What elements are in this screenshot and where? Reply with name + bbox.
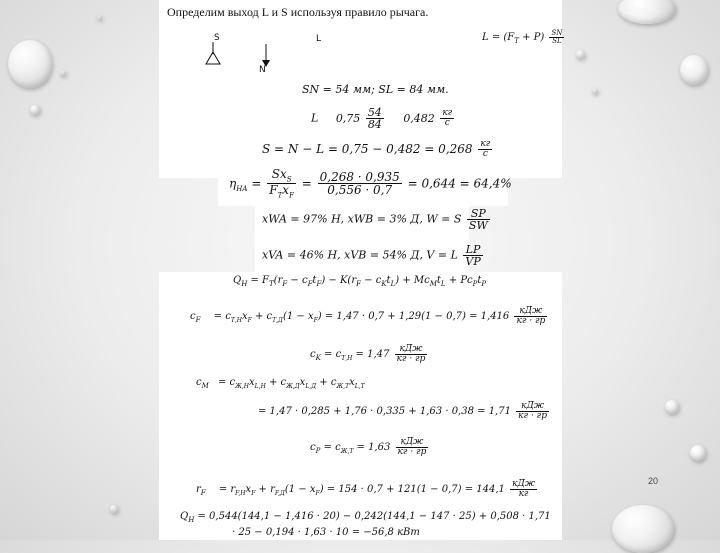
s-equation: S = N − L = 0,75 − 0,482 = 0,268 $\frac{кг}{с}$ — [262, 139, 491, 159]
label-l: L — [316, 34, 322, 44]
xva-equation: xVA = 46% Н, xVB = 54% Д, V = L $\frac{LP}{VP}$ — [262, 243, 481, 268]
water-drop-decoration — [576, 50, 585, 59]
qh-final-equation-line2: · 25 − 0,194 · 1,63 · 10 = −56,8 кВт — [232, 527, 420, 538]
qh-final-equation: $Q_Н = 0,544(144,1 - 1,416 \cdot 20) - 0,242(144,1 - 147 \cdot 25) + 0,508 \cdot 1,71$ — [180, 511, 551, 524]
lever-formula: $L = (F_T + P)$ $\frac{SN}{SL}$ — [482, 29, 563, 45]
label-s: S — [214, 33, 220, 43]
water-drop-decoration — [60, 70, 66, 76]
water-drop-decoration — [97, 15, 102, 20]
label-n: N — [259, 65, 266, 75]
water-drop-decoration — [592, 88, 598, 94]
sn-sl-equation: SN = 54 мм; SL = 84 мм. — [302, 83, 449, 96]
cp-equation: $c_P = c_{Ж,Т} = 1,63$ $\frac{\text{кДж}}{кг \cdot гр}$ — [310, 437, 427, 457]
rf-equation: $r_F = r_{F,Н}x_F + r_{F,Д}(1 - x_F) = 154 \cdot 0,7 + 121(1 - 0,7) = 144,1$ $\frac{\text{кДж}}{кг}$ — [196, 479, 535, 499]
l-equation: L 0,75 $\frac{54}{84}$ 0,482 $\frac{кг}{с}$ — [311, 106, 453, 131]
water-drop-decoration — [665, 400, 679, 414]
q-balance-equation: $Q_Н = F_T(r_F - c_Ft_F) - K(r_F - c_Kt_L) + Mc_Mt_L + Pc_Pt_P$ — [233, 275, 487, 288]
cm-calculation: = 1,47 · 0,285 + 1,76 · 0,335 + 1,63 · 0,38 = 1,71 $\frac{\text{кДж}}{кг \cdot гр}$ — [258, 401, 547, 421]
xwa-equation: xWA = 97% Н, xWB = 3% Д, W = S $\frac{SP}{SW}$ — [262, 207, 488, 232]
water-drop-decoration — [30, 105, 40, 115]
page-number: 20 — [648, 476, 659, 486]
water-drop-decoration — [110, 505, 118, 513]
water-drop-decoration — [612, 505, 674, 553]
cf-equation: $c_F = c_{Т,Н}x_F + c_{Т,Д}(1 - x_F) = 1,47 \cdot 0,7 + 1,29(1 - 0,7) = 1,416$ $\frac{\text{кДж}}{кг \cdot гр}$ — [190, 306, 546, 326]
water-drop-decoration — [680, 55, 708, 85]
cm-equation: $c_M = c_{Ж,Н}x_{L,Н} + c_{Ж,Д}x_{L,Д} + c_{Ж,Т}x_{L,T}$ — [196, 377, 365, 390]
slide-heading: Определим выход L и S используя правило рычага. — [167, 5, 429, 19]
ck-equation: $c_K = c_{Т,Н} = 1,47$ $\frac{\text{кДж}}{кг \cdot гр}$ — [310, 344, 426, 364]
water-drop-decoration — [690, 445, 706, 461]
water-drop-decoration — [618, 0, 676, 24]
eta-equation: $\eta_{НА}$ = $\frac{Sx_S}{F_Tx_F}$ = $\frac{0,268 \cdot 0,935}{0,556 \cdot 0,7}$ = 0,644 = 64,4% — [229, 167, 512, 200]
water-drop-decoration — [8, 40, 52, 88]
